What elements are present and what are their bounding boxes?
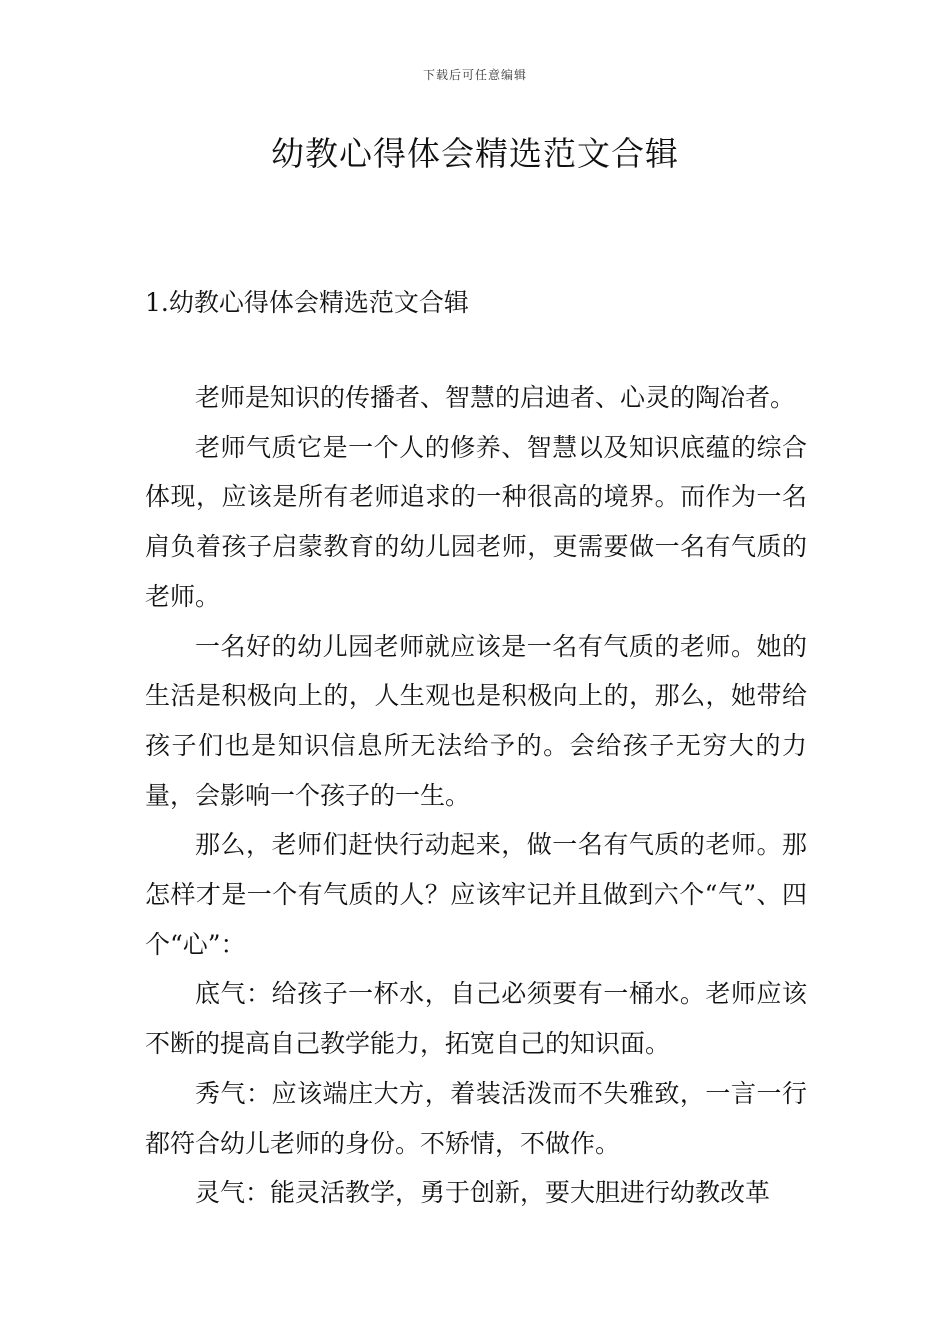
document-body [145,373,807,1218]
section-heading: 1.幼教心得体会精选范文合辑 [145,288,469,317]
paragraph: 灵气：能灵活教学，勇于创新，要大胆进行幼教改革 [195,1178,771,1208]
paragraph: 那么，老师们赶快行动起来，做一名有气质的老师。那怎样才是一个有气质的人？应该牢记并且做到六个“气”、四个“心”： [145,830,807,959]
paragraph: 一名好的幼儿园老师就应该是一名有气质的老师。她的生活是积极向上的，人生观也是积极向上的，那么，她带给孩子们也是知识信息所无法给予的。会给孩子无穷大的力量，会影响一个孩子的一生。 [145,631,807,810]
header-note: 下载后可任意编辑 [422,68,527,82]
document-title: 幼教心得体会精选范文合辑 [271,134,679,173]
paragraph: 老师气质它是一个人的修养、智慧以及知识底蕴的综合体现，应该是所有老师追求的一种很高的境界。而作为一名肩负着孩子启蒙教育的幼儿园老师，更需要做一名有气质的老师。 [145,432,807,611]
paragraph: 底气：给孩子一杯水，自己必须要有一桶水。老师应该不断的提高自己教学能力，拓宽自己的知识面。 [145,979,807,1059]
paragraph: 老师是知识的传播者、智慧的启迪者、心灵的陶冶者。 [195,383,796,412]
paragraph: 秀气：应该端庄大方，着装活泼而不失雅致，一言一行都符合幼儿老师的身份。不矫情，不做作。 [145,1078,807,1158]
